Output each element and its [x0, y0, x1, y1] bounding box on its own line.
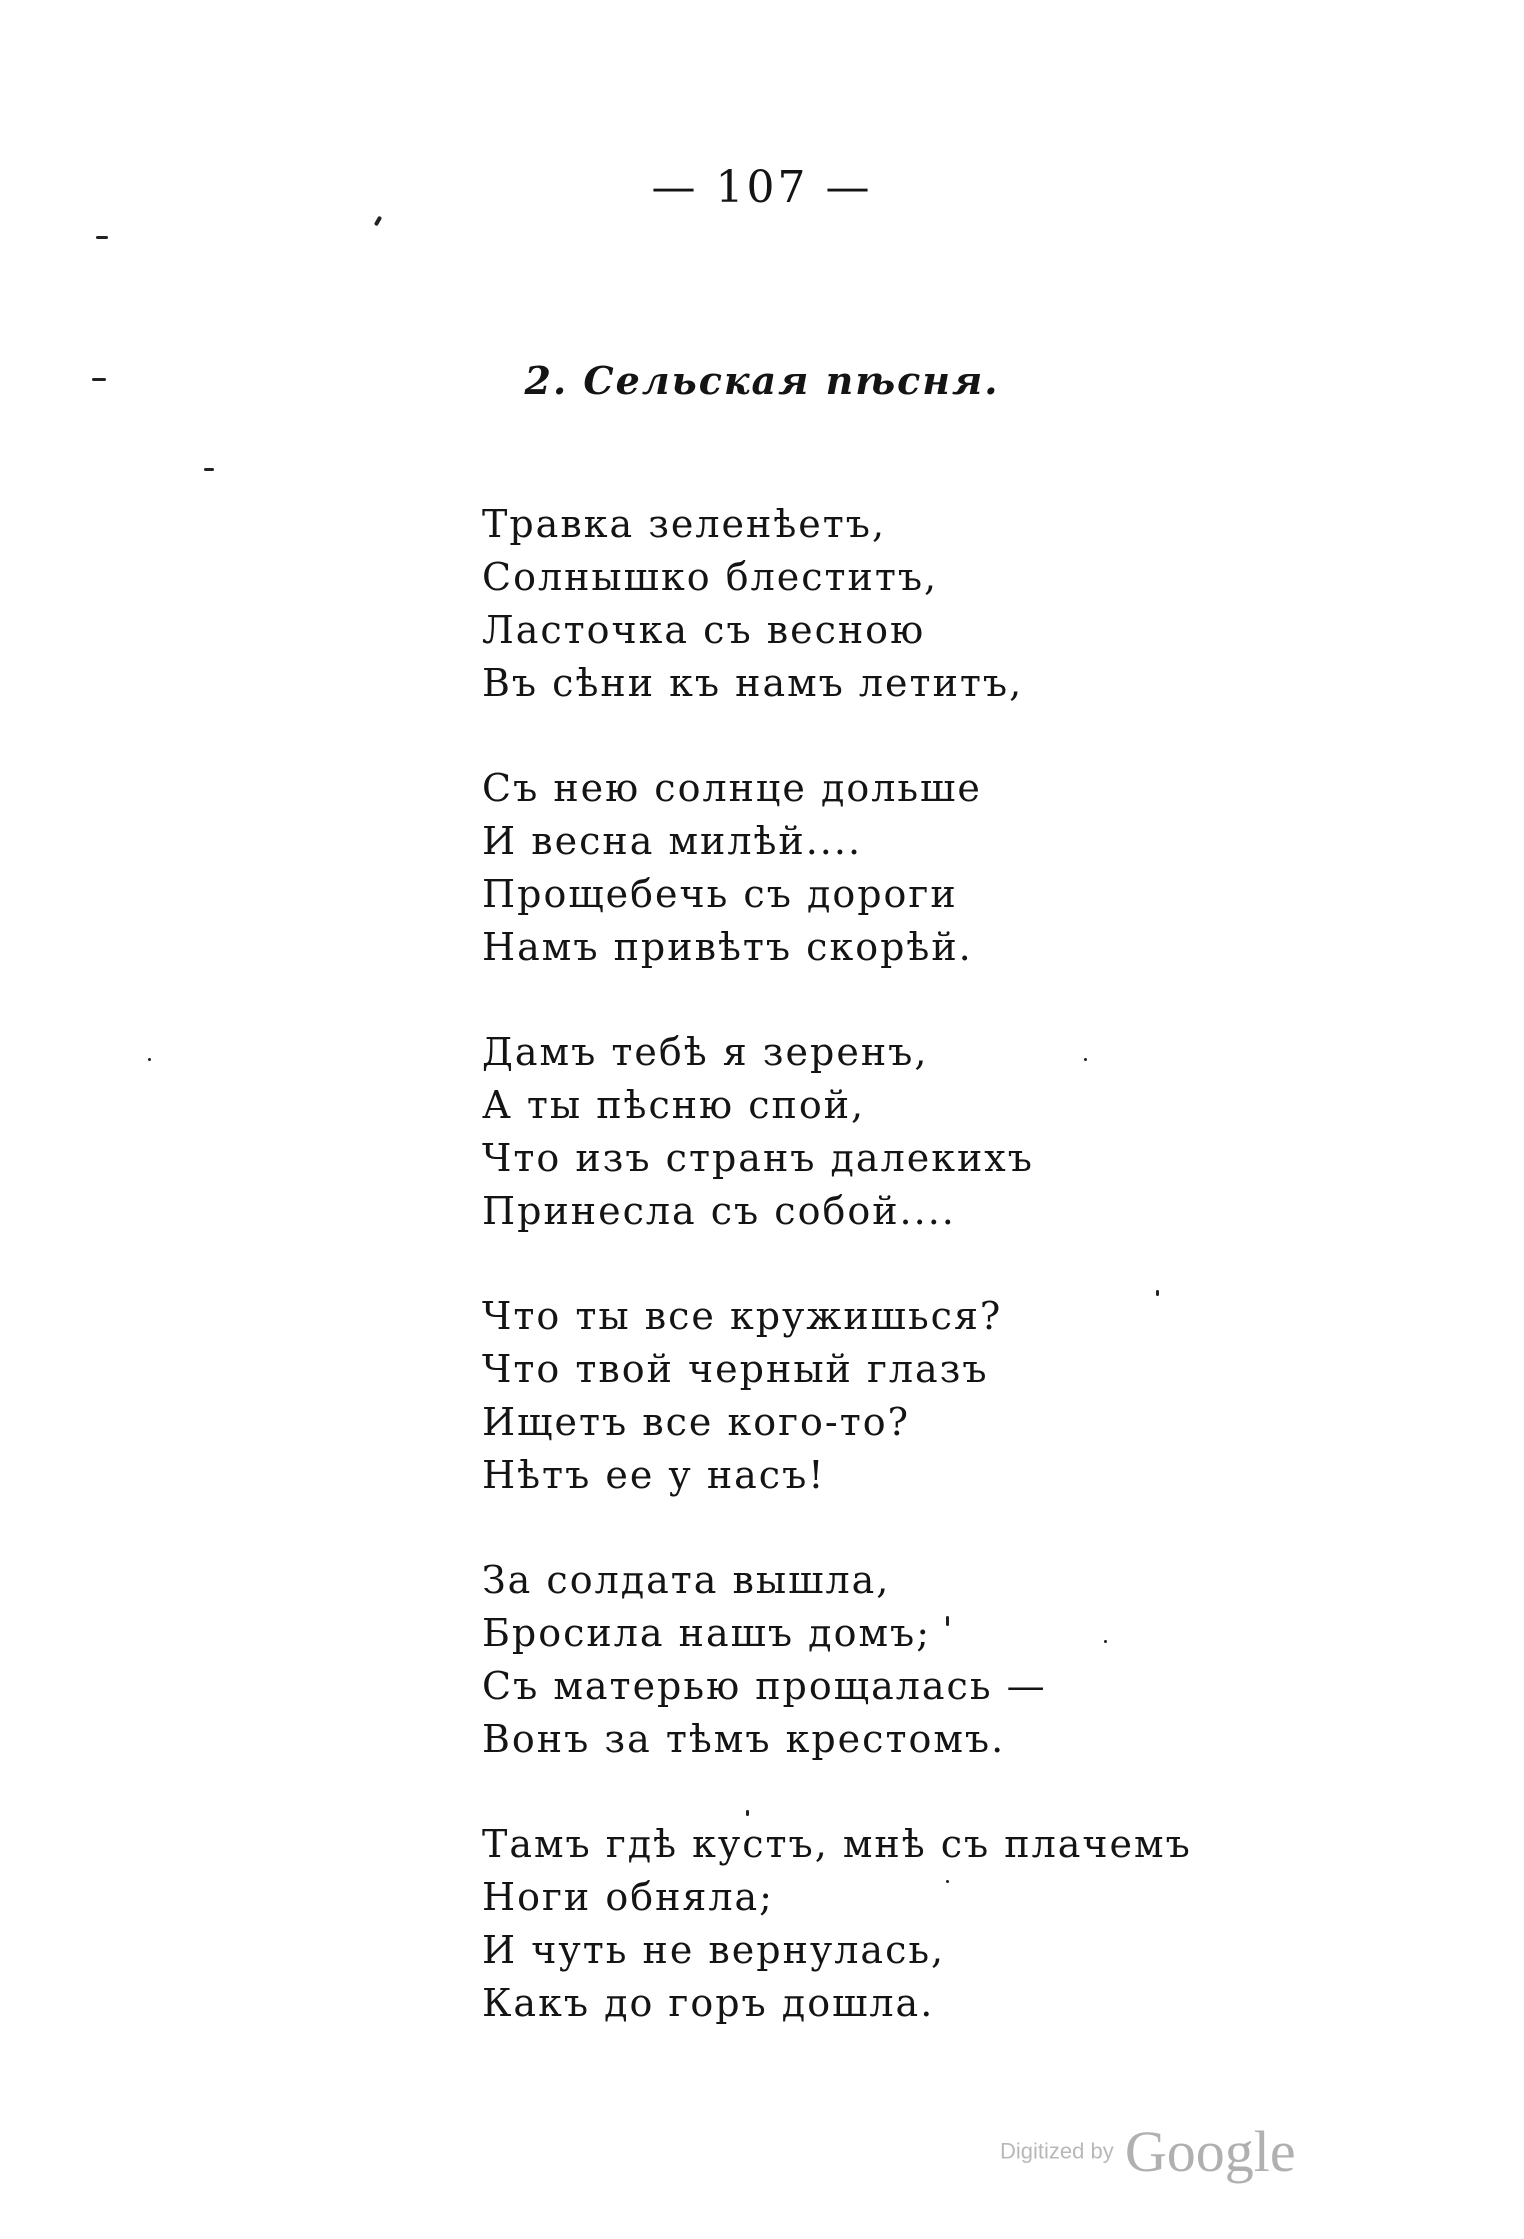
poem-line: Вонъ за тѣмъ крестомъ. — [482, 1717, 1006, 1761]
poem-line: И весна милѣй.... — [482, 819, 863, 863]
poem-line: Тамъ гдѣ кустъ, мнѣ съ плачемъ — [482, 1822, 1192, 1866]
watermark-prefix: Digitized by — [1000, 2138, 1114, 2164]
poem-line: Что твой черный глазъ — [482, 1347, 989, 1391]
google-logo: Google — [1124, 2119, 1296, 2184]
poem-line: Нѣтъ ее у насъ! — [482, 1453, 826, 1497]
poem-line: И чуть не вернулась, — [482, 1928, 946, 1972]
scan-speck — [1104, 1640, 1107, 1643]
scan-speck — [92, 378, 106, 381]
scan-speck — [1084, 1058, 1087, 1061]
poem-line: Дамъ тебѣ я зеренъ, — [482, 1030, 929, 1074]
poem-line: Съ матерью прощалась — — [482, 1664, 1047, 1708]
poem-line: Ласточка съ весною — [482, 608, 926, 652]
poem-body — [482, 498, 1382, 2082]
stanza — [482, 1818, 1382, 2030]
poem-line: Съ нею солнце дольше — [482, 766, 982, 810]
poem-line: Въ сѣни къ намъ летитъ, — [482, 661, 1024, 705]
scan-speck — [204, 468, 214, 471]
scan-speck — [946, 1880, 949, 1883]
poem-line: Ищетъ все кого-то? — [482, 1400, 911, 1444]
stanza — [482, 762, 1382, 974]
scan-speck — [148, 1058, 151, 1061]
poem-line: Какъ до горъ дошла. — [482, 1981, 935, 2025]
stanza — [482, 1026, 1382, 1238]
stanza — [482, 1290, 1382, 1502]
poem-line: Ноги обняла; — [482, 1875, 774, 1919]
poem-line: Что ты все кружишься? — [482, 1294, 1003, 1338]
scan-speck — [374, 216, 382, 227]
stanza — [482, 1554, 1382, 1766]
poem-line: Что изъ странъ далекихъ — [482, 1136, 1034, 1180]
poem-line: Солнышко блеститъ, — [482, 555, 939, 599]
scan-speck — [746, 1810, 749, 1816]
scan-speck — [96, 236, 108, 239]
stanza — [482, 498, 1382, 710]
scan-speck — [1156, 1290, 1159, 1296]
poem-title: 2. Сельская пѣсня. — [524, 358, 1000, 403]
poem-line: Бросила нашъ домъ; — [482, 1611, 931, 1655]
poem-line: Прощебечь съ дороги — [482, 872, 958, 916]
poem-line: Намъ привѣтъ скорѣй. — [482, 925, 973, 969]
poem-line: За солдата вышла, — [482, 1558, 891, 1602]
poem-line: Травка зеленѣетъ, — [482, 502, 887, 546]
poem-line: Принесла съ собой.... — [482, 1189, 956, 1233]
digitized-watermark — [1000, 2118, 1296, 2185]
page-number: — 107 — — [651, 162, 873, 213]
poem-line: А ты пѣсню спой, — [482, 1083, 866, 1127]
scan-speck — [946, 1616, 949, 1626]
